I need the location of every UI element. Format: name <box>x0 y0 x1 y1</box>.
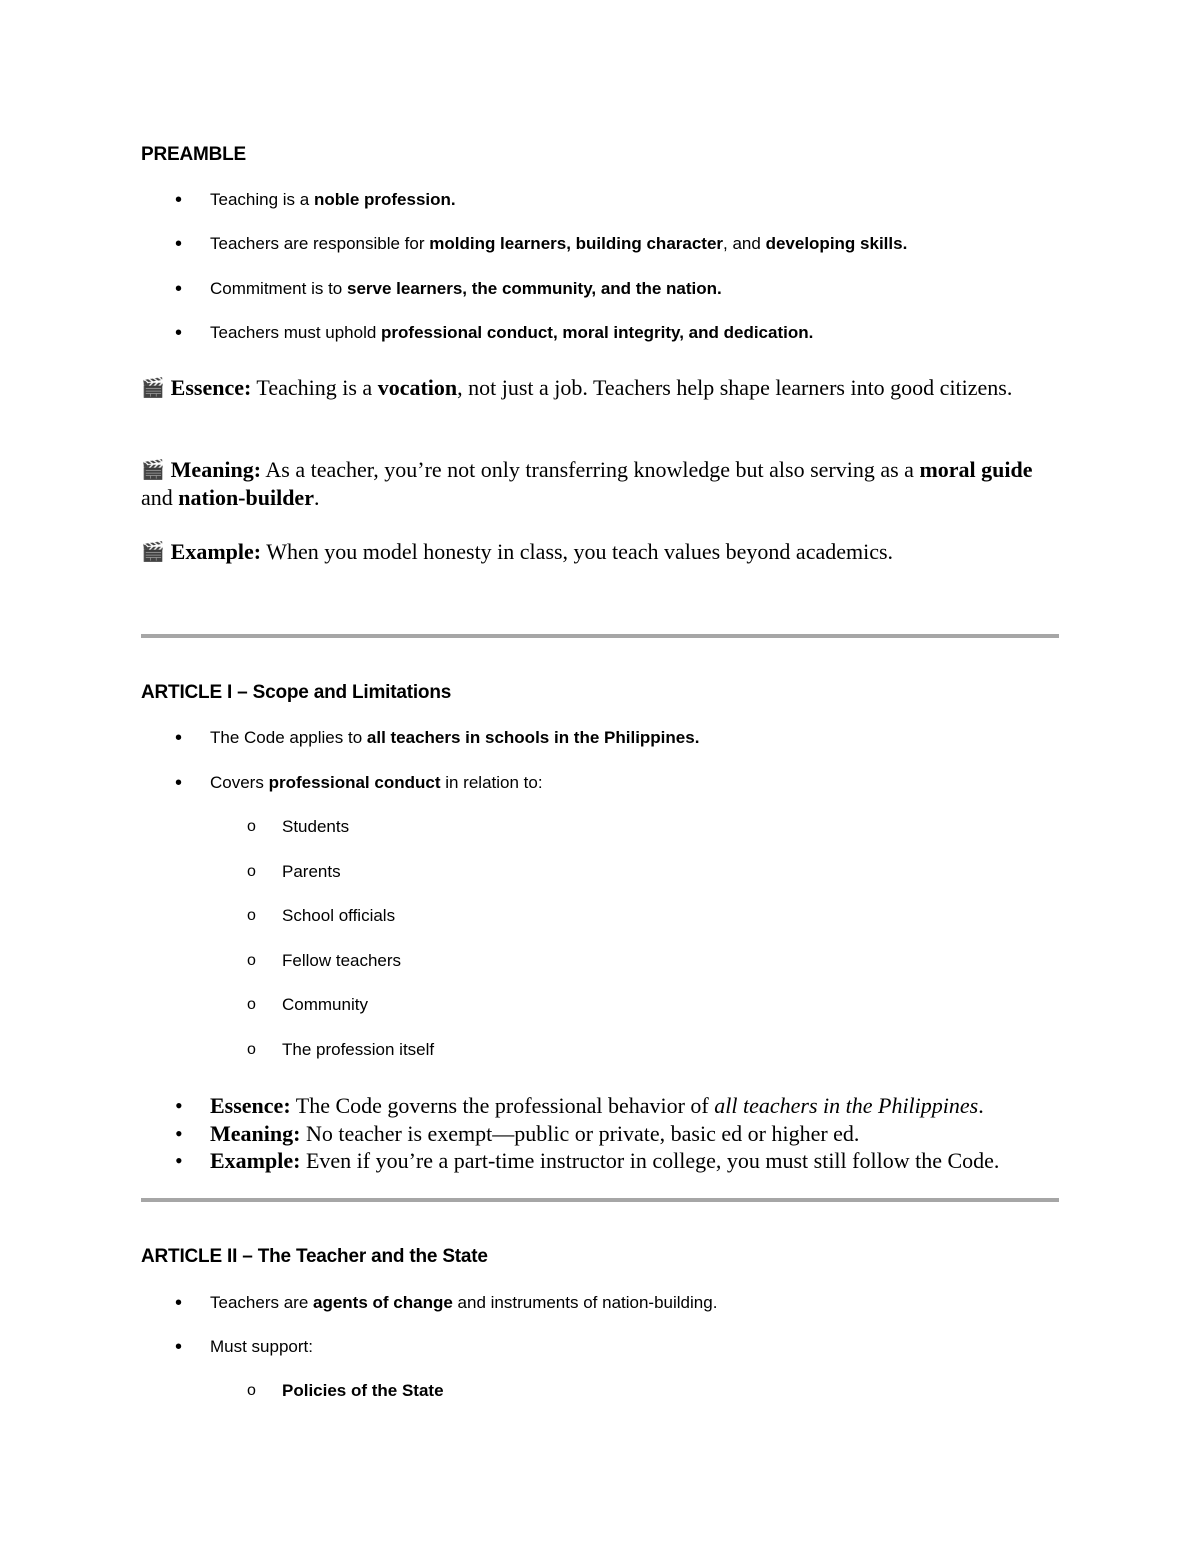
sub-bullet-marker: o <box>247 818 256 835</box>
bullet-marker: • <box>175 1121 183 1146</box>
article2-heading: ARTICLE II – The Teacher and the State <box>141 1246 488 1267</box>
sub-bullet-marker: o <box>247 1041 256 1058</box>
bullet-marker: • <box>175 1292 183 1314</box>
bullet-marker: • <box>175 322 183 344</box>
sub-bullet-marker: o <box>247 907 256 924</box>
horizontal-rule <box>141 1198 1059 1202</box>
bullet-marker: • <box>175 1336 183 1358</box>
preamble-essence: 🎬 Essence: Teaching is a vocation, not just a job. Teachers help shape learners into good citizens. <box>141 375 1013 400</box>
bullet-marker: • <box>175 278 183 300</box>
bullet-marker: • <box>175 772 183 794</box>
sub-bullet-marker: o <box>247 863 256 880</box>
sub-bullet-marker: o <box>247 952 256 969</box>
bullet-marker: • <box>175 1148 183 1173</box>
sub-bullet-marker: o <box>247 996 256 1013</box>
clapperboard-icon: 🎬 <box>141 460 165 481</box>
bullet-marker: • <box>175 1093 183 1118</box>
bullet-marker: • <box>175 233 183 255</box>
preamble-example: 🎬 Example: When you model honesty in class, you teach values beyond academics. <box>141 539 894 564</box>
clapperboard-icon: 🎬 <box>141 378 165 399</box>
bullet-marker: • <box>175 189 183 211</box>
preamble-heading: PREAMBLE <box>141 144 247 165</box>
sub-bullet-marker: o <box>247 1382 256 1399</box>
preamble-meaning: 🎬 Meaning: As a teacher, you’re not only transferring knowledge but also serving as a moral guide and nation-builder. <box>141 457 1033 510</box>
article1-heading: ARTICLE I – Scope and Limitations <box>141 682 452 703</box>
clapperboard-icon: 🎬 <box>141 542 165 563</box>
bullet-marker: • <box>175 727 183 749</box>
horizontal-rule <box>141 634 1059 638</box>
